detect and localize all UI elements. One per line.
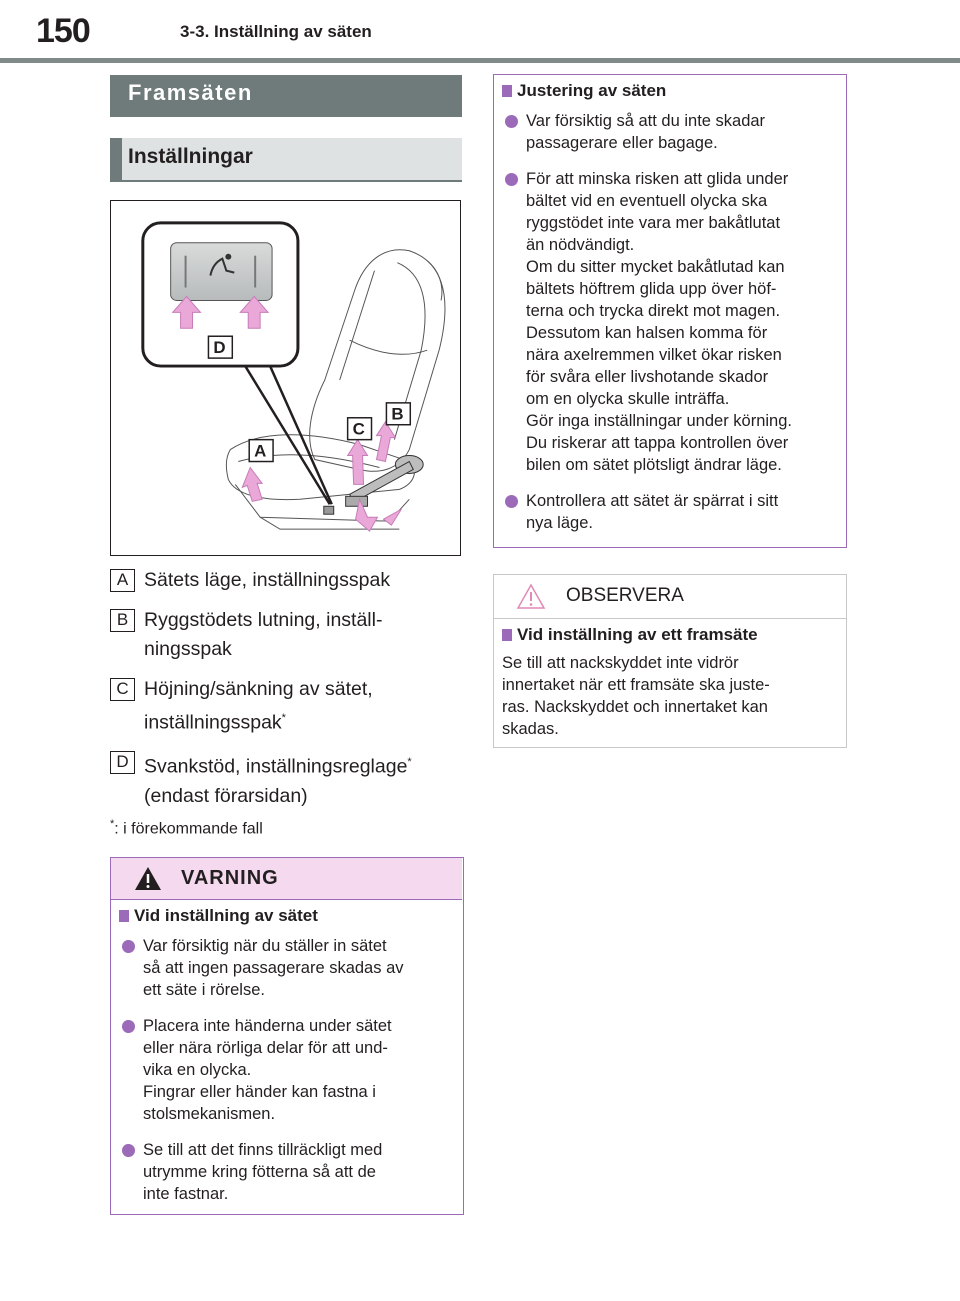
footnote-text: : i förekommande fall (114, 820, 263, 838)
square-bullet-icon (119, 910, 129, 922)
figure-label-c: C (352, 419, 365, 439)
legend-text: Höjning/sänkning av sätet, (144, 678, 373, 700)
legend-item-b (110, 606, 455, 666)
bullet-item: Kontrollera att sätet är spärrat i sitt nya läge. (502, 490, 838, 534)
page-number: 150 (36, 12, 90, 50)
footnote-marker: * (407, 756, 412, 768)
notice-heading: Vid inställning av ett framsäte (502, 625, 758, 645)
footnote (110, 818, 263, 838)
figure-label-d: D (213, 338, 226, 358)
seat-adjustment-box (493, 74, 847, 548)
notice-box (493, 574, 847, 748)
seat-adjustment-illustration (110, 200, 461, 556)
legend-letter: A (110, 569, 135, 592)
chapter-title: 3-3. Inställning av säten (180, 22, 372, 41)
notice-header (494, 575, 846, 619)
box-heading: Justering av säten (502, 81, 838, 101)
legend-text-cont: inställningsspak (144, 711, 282, 734)
legend-text-cont: (endast förarsidan) (144, 784, 308, 807)
bullet-dot-icon (122, 940, 135, 953)
warning-triangle-icon (133, 865, 163, 892)
footnote-marker: * (281, 712, 286, 724)
bullet-item: Var försiktig så att du inte skadar passagerare eller bagage. (502, 110, 838, 154)
bullet-dot-icon (505, 115, 518, 128)
bullet-dot-icon (505, 173, 518, 186)
bullet-dot-icon (505, 495, 518, 508)
legend-text: Sätets läge, inställningsspak (144, 569, 391, 591)
warning-heading: Vid inställning av sätet (119, 906, 455, 926)
warning-title: VARNING (181, 867, 279, 889)
legend-letter: D (110, 751, 135, 774)
footnote-star: * (110, 818, 115, 830)
legend-item-c (110, 675, 455, 737)
subsection-title: Inställningar (128, 145, 253, 168)
bullet-dot-icon (122, 1020, 135, 1033)
bullet-item: Se till att det finns tillräckligt med utrymme kring fötterna så att de inte fastnar. (119, 1139, 455, 1205)
section-title: Framsäten (128, 80, 253, 105)
bullet-item: Var försiktig när du ställer in sätet så att ingen passagerare skadas av ett säte i rörelse. (119, 935, 455, 1001)
warning-box (110, 857, 464, 1215)
square-bullet-icon (502, 629, 512, 641)
bullet-item: Placera inte händerna under sätet eller nära rörliga delar för att und- vika en olycka. Fingrar eller händer kan fastna i stolsmekanismen. (119, 1015, 455, 1125)
figure-label-a: A (254, 441, 267, 461)
legend-text: Ryggstödets lutning, inställ- (144, 609, 383, 631)
legend-text: Svankstöd, inställningsreglage (144, 755, 408, 778)
header-divider (0, 58, 960, 63)
legend-letter: B (110, 609, 135, 632)
notice-text: Se till att nackskyddet inte vidrör innertaket när ett framsäte ska juste- ras. Nackskyddet och innertaket kan skadas. (502, 654, 770, 738)
square-bullet-icon (502, 85, 512, 97)
legend-item-a (110, 566, 455, 596)
notice-title: OBSERVERA (566, 585, 684, 606)
legend-item-d (110, 748, 455, 810)
bullet-item: För att minska risken att glida under bältet vid en eventuell olycka ska ryggstödet inte vara mer bakåtlutat än nödvändigt. Om du sitter mycket bakåtlutad kan bältets höftrem glida upp över höf- terna och trycka direkt mot magen. Dessutom kan halsen komma för nära axelremmen vilket ökar risken för svåra eller livshotande skador om en olycka skulle inträffa. Gör inga inställningar under körning. Du riskerar att tappa kontrollen över bilen om sätet plötsligt ändrar läge. (502, 168, 838, 476)
warning-header (111, 858, 462, 900)
legend-letter: C (110, 678, 135, 701)
caution-triangle-icon (516, 583, 546, 610)
figure-label-b: B (391, 404, 404, 424)
legend-text-cont: ningsspak (144, 638, 232, 660)
bullet-dot-icon (122, 1144, 135, 1157)
